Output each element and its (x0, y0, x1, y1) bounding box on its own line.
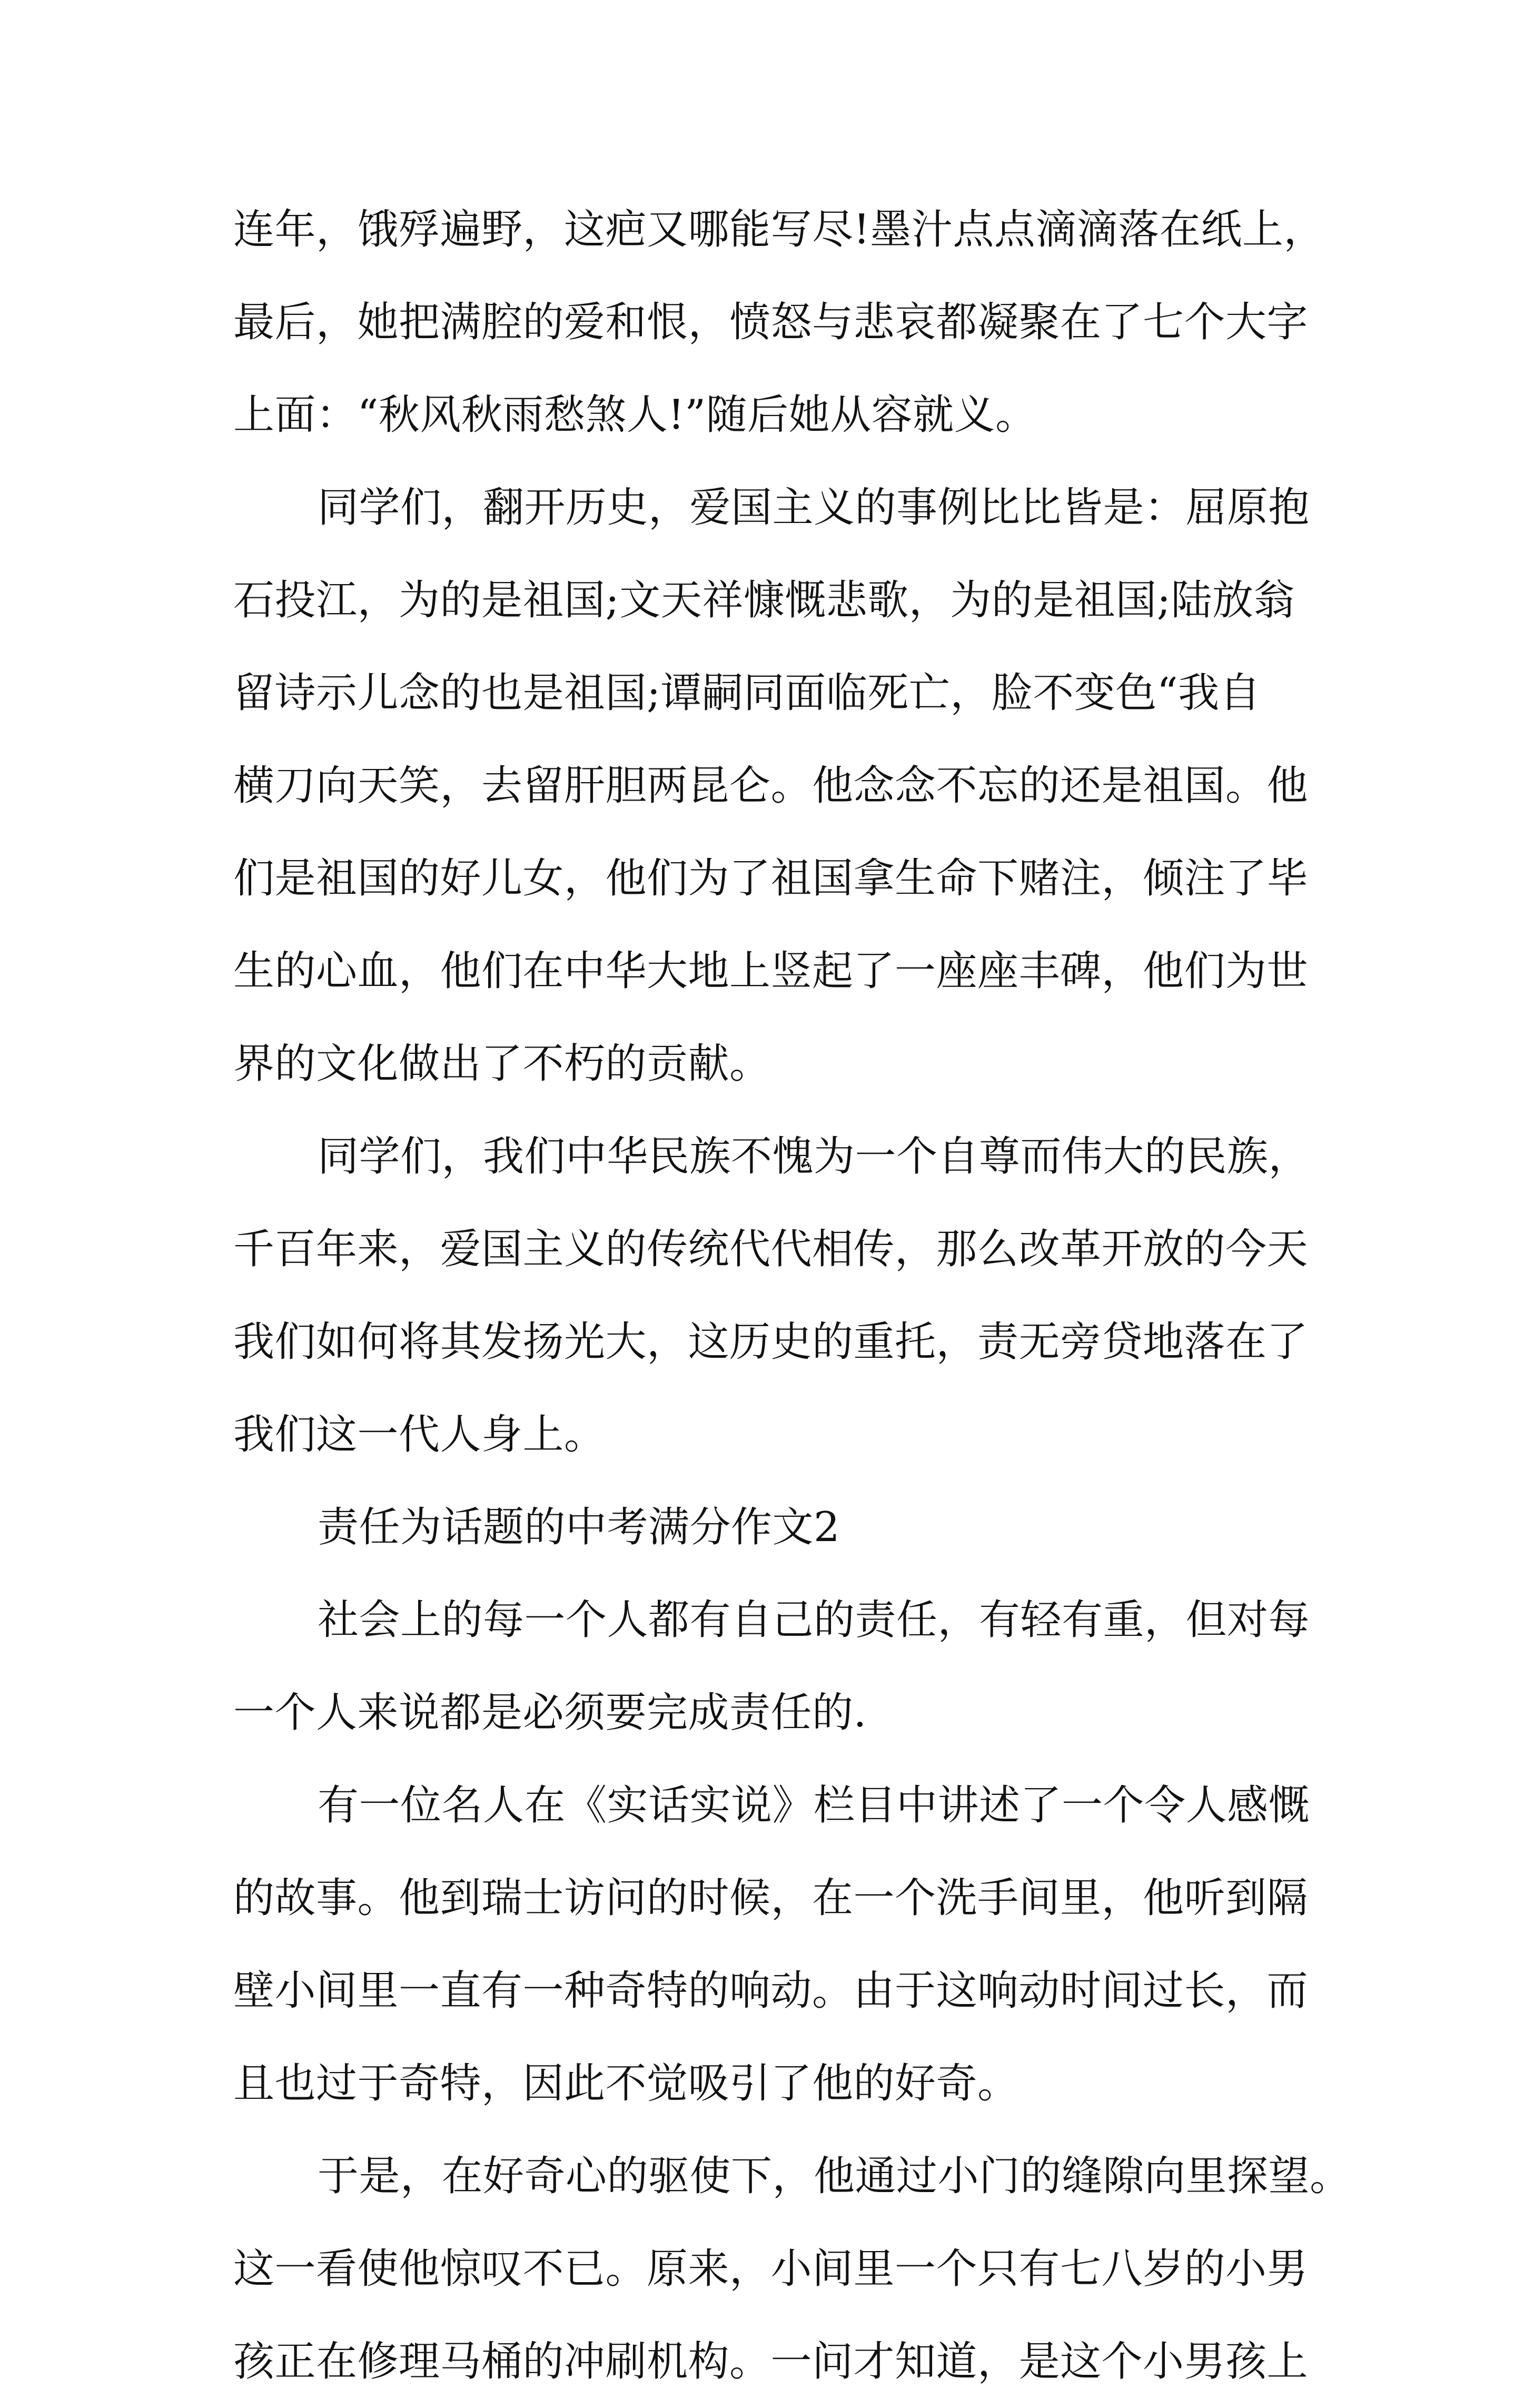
text-line: 壁小间里一直有一种奇特的响动。由于这响动时间过长，而 (233, 1967, 1309, 2015)
section-heading: 责任为话题的中考满分作文2 (318, 1504, 840, 1551)
document-body (233, 183, 1351, 2408)
text-line: 千百年来，爱国主义的传统代代相传，那么改革开放的今天 (233, 1226, 1309, 1273)
text-line: 们是祖国的好儿女，他们为了祖国拿生命下赌注，倾注了毕 (233, 855, 1309, 902)
text-line: 石投江，为的是祖国;文天祥慷慨悲歌，为的是祖国;陆放翁 (233, 577, 1295, 624)
paragraph-start-line: 同学们，我们中华民族不愧为一个自尊而伟大的民族， (318, 1133, 1310, 1180)
text-line: 我们这一代人身上。 (233, 1411, 606, 1458)
text-line: 的故事。他到瑞士访问的时候，在一个洗手间里，他听到隔 (233, 1874, 1309, 1922)
text-line: 连年，饿殍遍野，这疤又哪能写尽!墨汁点点滴滴落在纸上， (233, 206, 1325, 253)
paragraph-start-line: 社会上的每一个人都有自己的责任，有轻有重，但对每 (318, 1596, 1310, 1644)
text-line: 留诗示儿念的也是祖国;谭嗣同面临死亡，脸不变色“我自 (233, 669, 1261, 717)
text-line: 最后，她把满腔的爱和恨，愤怒与悲哀都凝聚在了七个大字 (233, 299, 1309, 346)
text-line: 界的文化做出了不朽的贡献。 (233, 1040, 771, 1088)
text-line: 横刀向天笑，去留肝胆两昆仑。他念念不忘的还是祖国。他 (233, 762, 1309, 810)
text-line: 我们如何将其发扬光大，这历史的重托，责无旁贷地落在了 (233, 1318, 1309, 1366)
paragraph-start-line: 有一位名人在《实话实说》栏目中讲述了一个令人感慨 (318, 1782, 1310, 1829)
text-line: 这一看使他惊叹不已。原来，小间里一个只有七八岁的小男 (233, 2245, 1309, 2293)
text-line: 上面：“秋风秋雨愁煞人!”随后她从容就义。 (233, 391, 1037, 439)
paragraph-start-line: 同学们，翻开历史，爱国主义的事例比比皆是：屈原抱 (318, 484, 1310, 531)
paragraph-start-line: 于是，在好奇心的驱使下，他通过小门的缝隙向里探望。 (318, 2153, 1351, 2200)
text-line: 孩正在修理马桶的冲刷机构。一问才知道，是这个小男孩上 (233, 2338, 1309, 2385)
text-line: 且也过于奇特，因此不觉吸引了他的好奇。 (233, 2060, 1019, 2107)
text-line: 一个人来说都是必须要完成责任的. (233, 1689, 867, 1736)
text-line: 生的心血，他们在中华大地上竖起了一座座丰碑，他们为世 (233, 948, 1309, 995)
